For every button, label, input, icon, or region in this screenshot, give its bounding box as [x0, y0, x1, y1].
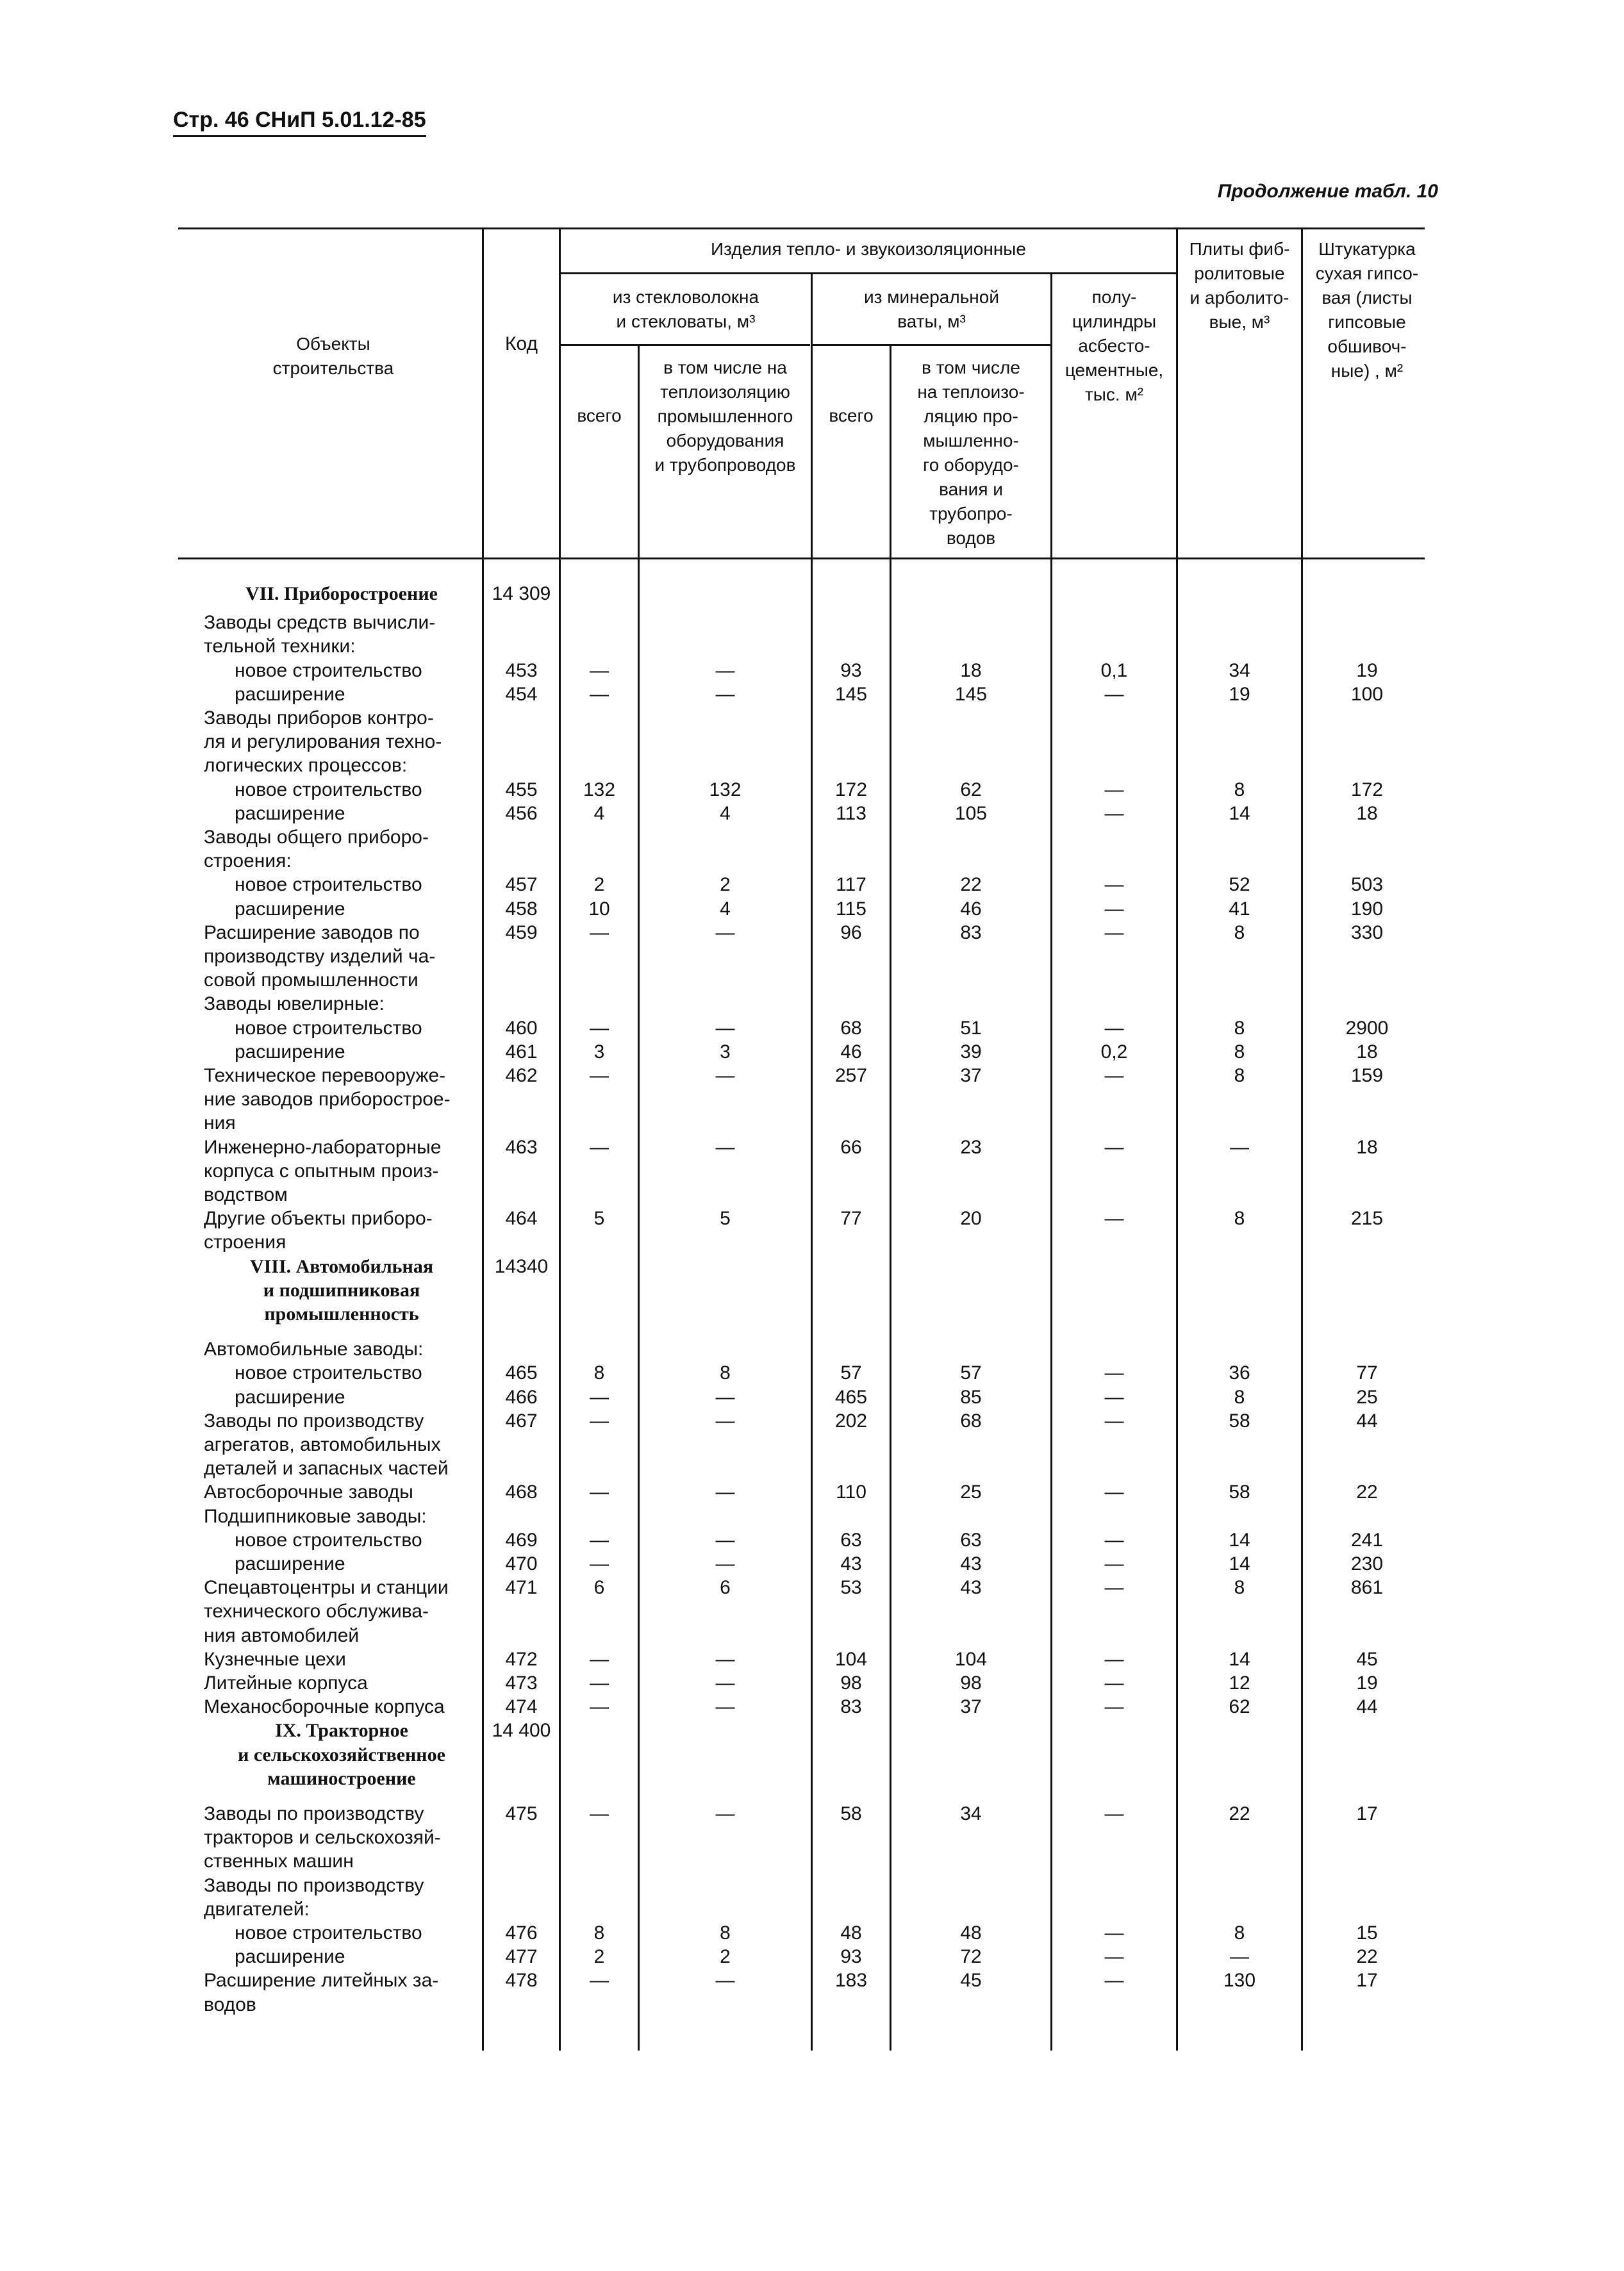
- value-cell: 113: [836, 802, 866, 824]
- object-name: Кузнечные цехи: [204, 1648, 346, 1670]
- object-name: строения:: [204, 850, 292, 872]
- running-head: Стр. 46 СНиП 5.01.12-85: [173, 108, 426, 137]
- value-cell: 63: [840, 1529, 862, 1551]
- value-cell: —: [590, 1136, 609, 1158]
- object-name: расширение: [235, 1041, 345, 1062]
- value-cell: 19: [1356, 1672, 1378, 1694]
- object-name: Расширение заводов по: [204, 921, 420, 943]
- object-name: Заводы ювелирные:: [204, 993, 385, 1015]
- value-cell: 2: [593, 1946, 605, 1968]
- value-cell: 17: [1356, 1803, 1378, 1824]
- section-heading: VIII. Автомобильная: [249, 1255, 434, 1277]
- value-cell: —: [590, 1065, 609, 1086]
- value-cell: 46: [960, 898, 982, 920]
- value-cell: 2900: [1345, 1017, 1389, 1039]
- value-cell: —: [715, 1386, 735, 1408]
- header-fibrolite: Плиты фиб- ролитовые и арболито- вые, м³: [1189, 239, 1290, 332]
- header-objects: Объекты строительства: [272, 334, 394, 378]
- object-name: двигателей:: [204, 1898, 310, 1920]
- value-cell: —: [1104, 921, 1124, 943]
- value-cell: 48: [840, 1922, 862, 1944]
- code-cell: 454: [505, 683, 538, 705]
- object-name: Спецавтоцентры и станции: [204, 1577, 449, 1599]
- value-cell: 34: [960, 1803, 982, 1824]
- value-cell: 77: [840, 1208, 862, 1230]
- value-cell: 465: [834, 1386, 868, 1408]
- value-cell: 861: [1350, 1577, 1384, 1599]
- value-cell: 2: [593, 874, 605, 896]
- value-cell: 0,1: [1100, 659, 1128, 681]
- object-name: Заводы общего приборо-: [204, 827, 429, 848]
- value-cell: 10: [588, 898, 610, 920]
- code-cell: 14340: [494, 1255, 549, 1277]
- value-cell: 72: [960, 1946, 982, 1968]
- code-cell: 14 309: [492, 583, 551, 604]
- value-cell: 22: [1356, 1482, 1378, 1503]
- value-cell: —: [715, 683, 735, 705]
- value-cell: —: [715, 1648, 735, 1670]
- value-cell: 45: [1356, 1648, 1378, 1670]
- value-cell: 43: [960, 1577, 982, 1599]
- value-cell: 6: [720, 1577, 731, 1599]
- value-cell: 172: [1350, 779, 1384, 800]
- value-cell: —: [715, 1482, 735, 1503]
- code-cell: 468: [505, 1482, 538, 1503]
- value-cell: 83: [960, 921, 982, 943]
- value-cell: 46: [840, 1041, 862, 1062]
- value-cell: 503: [1350, 874, 1384, 896]
- value-cell: 6: [593, 1577, 605, 1599]
- value-cell: 8: [1234, 1041, 1245, 1062]
- header-plaster: Штукатурка сухая гипсо- вая (листы гипсовые обшивоч- ные) , м²: [1315, 239, 1419, 381]
- value-cell: 63: [960, 1529, 982, 1551]
- value-cell: 132: [583, 779, 616, 800]
- value-cell: 52: [1229, 874, 1250, 896]
- value-cell: 68: [960, 1410, 982, 1432]
- header-glass: из стекловолокна и стекловаты, м³: [612, 287, 759, 331]
- object-name: Инженерно-лабораторные: [204, 1136, 442, 1158]
- value-cell: 172: [834, 779, 868, 800]
- value-cell: 18: [1356, 1041, 1378, 1062]
- object-name: ния автомобилей: [204, 1624, 360, 1646]
- value-cell: 25: [960, 1482, 982, 1503]
- object-name: расширение: [235, 683, 345, 705]
- value-cell: 110: [836, 1482, 866, 1503]
- object-name: новое строительство: [235, 659, 422, 681]
- value-cell: 98: [960, 1672, 982, 1694]
- value-cell: 330: [1350, 921, 1384, 943]
- value-cell: 8: [1234, 1017, 1245, 1039]
- object-name: совой промышленности: [204, 970, 418, 991]
- value-cell: —: [590, 1529, 609, 1551]
- value-cell: 183: [834, 1970, 868, 1992]
- value-cell: —: [715, 1529, 735, 1551]
- code-cell: 457: [505, 874, 538, 896]
- value-cell: —: [715, 921, 735, 943]
- code-cell: 462: [505, 1065, 538, 1086]
- value-cell: —: [1104, 1017, 1124, 1039]
- value-cell: 105: [954, 802, 988, 824]
- object-name: Заводы приборов контро-: [204, 707, 434, 729]
- header-code: Код: [504, 333, 538, 354]
- value-cell: 58: [1229, 1482, 1250, 1503]
- value-cell: —: [590, 1553, 609, 1574]
- value-cell: —: [715, 1696, 735, 1718]
- object-name: Заводы по производству: [204, 1410, 424, 1432]
- value-cell: —: [715, 1803, 735, 1824]
- code-cell: 467: [505, 1410, 538, 1432]
- value-cell: —: [1230, 1136, 1249, 1158]
- header-semicylinders: полу- цилиндры асбесто- цементные, тыс. м²: [1065, 287, 1164, 404]
- object-name: технического обслужива-: [204, 1601, 429, 1623]
- value-cell: 41: [1229, 898, 1250, 920]
- object-name: производству изделий ча-: [204, 946, 436, 967]
- value-cell: 44: [1356, 1696, 1378, 1718]
- value-cell: 230: [1350, 1553, 1384, 1574]
- object-name: новое строительство: [235, 1529, 422, 1551]
- table-continuation-label: Продолжение табл. 10: [1217, 181, 1438, 202]
- value-cell: 3: [720, 1041, 731, 1062]
- value-cell: 18: [960, 659, 982, 681]
- value-cell: —: [1104, 1386, 1124, 1408]
- value-cell: 58: [1229, 1410, 1250, 1432]
- value-cell: 77: [1356, 1362, 1378, 1384]
- value-cell: 14: [1229, 1553, 1250, 1574]
- value-cell: —: [590, 659, 609, 681]
- value-cell: 14: [1229, 802, 1250, 824]
- value-cell: —: [1104, 1577, 1124, 1599]
- value-cell: 18: [1356, 1136, 1378, 1158]
- value-cell: 53: [840, 1577, 862, 1599]
- object-name: Другие объекты приборо-: [204, 1208, 433, 1230]
- section-heading: и сельскохозяйственное: [238, 1744, 445, 1765]
- object-name: Расширение литейных за-: [204, 1970, 439, 1992]
- value-cell: 132: [709, 779, 742, 800]
- value-cell: 117: [836, 874, 866, 896]
- header-glass-total: всего: [577, 406, 622, 425]
- value-cell: —: [1104, 1362, 1124, 1384]
- value-cell: 17: [1356, 1970, 1378, 1992]
- value-cell: 4: [720, 898, 731, 920]
- header-glass-incl: в том числе на теплоизоляцию промышленного оборудования и трубопроводов: [654, 358, 796, 475]
- value-cell: 43: [840, 1553, 862, 1574]
- value-cell: 4: [593, 802, 605, 824]
- value-cell: —: [1104, 1648, 1124, 1670]
- value-cell: 85: [960, 1386, 982, 1408]
- object-name: ственных машин: [204, 1851, 354, 1872]
- value-cell: —: [1104, 1946, 1124, 1968]
- value-cell: —: [715, 1970, 735, 1992]
- value-cell: 20: [960, 1208, 982, 1230]
- object-name: логических процессов:: [204, 755, 408, 777]
- code-cell: 469: [505, 1529, 538, 1551]
- value-cell: 3: [593, 1041, 605, 1062]
- object-name: расширение: [235, 802, 345, 824]
- object-name: корпуса с опытным произ-: [204, 1160, 439, 1182]
- value-cell: 19: [1356, 659, 1378, 681]
- value-cell: 37: [960, 1696, 982, 1718]
- value-cell: 159: [1350, 1065, 1384, 1086]
- header-group: Изделия тепло- и звукоизоляционные: [711, 239, 1026, 259]
- code-cell: 453: [505, 659, 538, 681]
- object-name: новое строительство: [235, 779, 422, 800]
- value-cell: —: [1104, 1410, 1124, 1432]
- object-name: Техническое перевооруже-: [204, 1065, 446, 1086]
- value-cell: 190: [1350, 898, 1384, 920]
- object-name: ния: [204, 1112, 236, 1134]
- section-heading: промышленность: [264, 1303, 419, 1325]
- value-cell: —: [715, 659, 735, 681]
- code-cell: 476: [505, 1922, 538, 1944]
- header-mineral-total: всего: [829, 406, 874, 425]
- code-cell: 460: [505, 1017, 538, 1039]
- value-cell: —: [715, 1553, 735, 1574]
- value-cell: —: [715, 1136, 735, 1158]
- value-cell: 115: [836, 898, 866, 920]
- value-cell: —: [590, 1410, 609, 1432]
- code-cell: 455: [505, 779, 538, 800]
- object-name: Автомобильные заводы:: [204, 1339, 424, 1360]
- value-cell: —: [1104, 1136, 1124, 1158]
- value-cell: 15: [1356, 1922, 1378, 1944]
- value-cell: 96: [840, 921, 862, 943]
- value-cell: 8: [720, 1362, 731, 1384]
- value-cell: 62: [1229, 1696, 1250, 1718]
- value-cell: 8: [1234, 1577, 1245, 1599]
- object-name: тельной техники:: [204, 636, 356, 657]
- value-cell: —: [590, 1970, 609, 1992]
- value-cell: 8: [1234, 1065, 1245, 1086]
- code-cell: 470: [505, 1553, 538, 1574]
- value-cell: 57: [960, 1362, 982, 1384]
- value-cell: 8: [593, 1922, 605, 1944]
- value-cell: —: [590, 1648, 609, 1670]
- value-cell: 23: [960, 1136, 982, 1158]
- value-cell: 18: [1356, 802, 1378, 824]
- object-name: расширение: [235, 1946, 345, 1968]
- value-cell: —: [1104, 1208, 1124, 1230]
- value-cell: —: [1104, 802, 1124, 824]
- object-name: Механосборочные корпуса: [204, 1696, 445, 1718]
- value-cell: 145: [954, 683, 988, 705]
- value-cell: —: [1230, 1946, 1249, 1968]
- code-cell: 463: [505, 1136, 538, 1158]
- value-cell: 8: [1234, 921, 1245, 943]
- value-cell: 93: [840, 659, 862, 681]
- value-cell: 12: [1229, 1672, 1250, 1694]
- value-cell: —: [1104, 1696, 1124, 1718]
- value-cell: 22: [960, 874, 982, 896]
- value-cell: 37: [960, 1065, 982, 1086]
- code-cell: 458: [505, 898, 538, 920]
- value-cell: —: [1104, 1482, 1124, 1503]
- object-name: ля и регулирования техно-: [204, 731, 442, 753]
- value-cell: 8: [1234, 779, 1245, 800]
- value-cell: —: [1104, 1803, 1124, 1824]
- value-cell: 66: [840, 1136, 862, 1158]
- object-name: новое строительство: [235, 1922, 422, 1944]
- value-cell: 104: [954, 1648, 988, 1670]
- section-heading: IX. Тракторное: [275, 1720, 408, 1742]
- object-name: расширение: [235, 898, 345, 920]
- object-name: новое строительство: [235, 874, 422, 896]
- code-cell: 478: [505, 1970, 538, 1992]
- header-mineral: из минеральной ваты, м³: [864, 287, 999, 331]
- value-cell: 43: [960, 1553, 982, 1574]
- object-name: ние заводов приборострое-: [204, 1089, 451, 1111]
- section-heading: VII. Приборостроение: [245, 583, 438, 604]
- value-cell: 14: [1229, 1648, 1250, 1670]
- code-cell: 473: [505, 1672, 538, 1694]
- value-cell: —: [590, 1803, 609, 1824]
- value-cell: 48: [960, 1922, 982, 1944]
- value-cell: 51: [960, 1017, 982, 1039]
- value-cell: —: [715, 1672, 735, 1694]
- code-cell: 477: [505, 1946, 538, 1968]
- value-cell: 145: [834, 683, 868, 705]
- value-cell: 8: [1234, 1208, 1245, 1230]
- value-cell: 93: [840, 1946, 862, 1968]
- value-cell: 130: [1223, 1970, 1256, 1992]
- value-cell: —: [1104, 874, 1124, 896]
- object-name: водов: [204, 1994, 256, 2015]
- value-cell: 104: [834, 1648, 868, 1670]
- value-cell: 14: [1229, 1529, 1250, 1551]
- value-cell: 8: [720, 1922, 731, 1944]
- value-cell: —: [1104, 683, 1124, 705]
- object-name: водством: [204, 1184, 288, 1205]
- value-cell: —: [590, 1017, 609, 1039]
- value-cell: 39: [960, 1041, 982, 1062]
- value-cell: 68: [840, 1017, 862, 1039]
- value-cell: 241: [1350, 1529, 1384, 1551]
- code-cell: 456: [505, 802, 538, 824]
- value-cell: —: [590, 1386, 609, 1408]
- object-name: новое строительство: [235, 1017, 422, 1039]
- code-cell: 471: [505, 1577, 538, 1599]
- object-name: деталей и запасных частей: [204, 1458, 449, 1480]
- value-cell: 22: [1356, 1946, 1378, 1968]
- value-cell: 57: [840, 1362, 862, 1384]
- value-cell: 215: [1350, 1208, 1384, 1230]
- object-name: Подшипниковые заводы:: [204, 1505, 427, 1527]
- value-cell: 0,2: [1100, 1041, 1128, 1062]
- value-cell: 58: [840, 1803, 862, 1824]
- object-name: Автосборочные заводы: [204, 1482, 413, 1503]
- code-cell: 459: [505, 921, 538, 943]
- code-cell: 475: [505, 1803, 538, 1824]
- object-name: новое строительство: [235, 1362, 422, 1384]
- object-name: Заводы по производству: [204, 1874, 424, 1896]
- object-name: агрегатов, автомобильных: [204, 1434, 441, 1455]
- value-cell: 36: [1229, 1362, 1250, 1384]
- value-cell: 2: [720, 874, 731, 896]
- code-cell: 14 400: [492, 1720, 551, 1742]
- value-cell: 5: [720, 1208, 731, 1230]
- object-name: расширение: [235, 1553, 345, 1574]
- value-cell: —: [1104, 1922, 1124, 1944]
- value-cell: —: [1104, 1970, 1124, 1992]
- code-cell: 472: [505, 1648, 538, 1670]
- object-name: тракторов и сельскохозяй-: [204, 1827, 441, 1849]
- value-cell: —: [590, 683, 609, 705]
- object-name: Заводы средств вычисли-: [204, 612, 436, 634]
- value-cell: —: [590, 1672, 609, 1694]
- value-cell: —: [1104, 1065, 1124, 1086]
- code-cell: 464: [505, 1208, 538, 1230]
- object-name: Литейные корпуса: [204, 1672, 368, 1694]
- value-cell: 202: [834, 1410, 868, 1432]
- code-cell: 474: [505, 1696, 538, 1718]
- code-cell: 461: [505, 1041, 538, 1062]
- value-cell: 34: [1229, 659, 1250, 681]
- value-cell: 257: [834, 1065, 868, 1086]
- value-cell: 8: [1234, 1922, 1245, 1944]
- value-cell: —: [715, 1017, 735, 1039]
- value-cell: 8: [1234, 1386, 1245, 1408]
- value-cell: 2: [720, 1946, 731, 1968]
- value-cell: —: [590, 1482, 609, 1503]
- object-name: Заводы по производству: [204, 1803, 424, 1824]
- value-cell: 45: [960, 1970, 982, 1992]
- header-mineral-incl: в том числе на теплоизо- ляцию про- мышленно- го оборудо- вания и трубопро- водов: [917, 358, 1025, 548]
- value-cell: —: [1104, 898, 1124, 920]
- value-cell: —: [1104, 1672, 1124, 1694]
- section-heading: и подшипниковая: [263, 1279, 420, 1301]
- code-cell: 465: [505, 1362, 538, 1384]
- value-cell: —: [1104, 1553, 1124, 1574]
- object-name: строения: [204, 1232, 286, 1253]
- value-cell: —: [590, 921, 609, 943]
- value-cell: 100: [1350, 683, 1384, 705]
- value-cell: 98: [840, 1672, 862, 1694]
- value-cell: —: [1104, 1529, 1124, 1551]
- code-cell: 466: [505, 1386, 538, 1408]
- value-cell: 19: [1229, 683, 1250, 705]
- value-cell: 4: [720, 802, 731, 824]
- value-cell: 44: [1356, 1410, 1378, 1432]
- section-heading: машиностроение: [267, 1767, 416, 1789]
- value-cell: 83: [840, 1696, 862, 1718]
- value-cell: 8: [593, 1362, 605, 1384]
- object-name: расширение: [235, 1386, 345, 1408]
- value-cell: 62: [960, 779, 982, 800]
- value-cell: 22: [1229, 1803, 1250, 1824]
- value-cell: 5: [593, 1208, 605, 1230]
- value-cell: —: [715, 1410, 735, 1432]
- value-cell: —: [590, 1696, 609, 1718]
- value-cell: —: [715, 1065, 735, 1086]
- value-cell: 25: [1356, 1386, 1378, 1408]
- value-cell: —: [1104, 779, 1124, 800]
